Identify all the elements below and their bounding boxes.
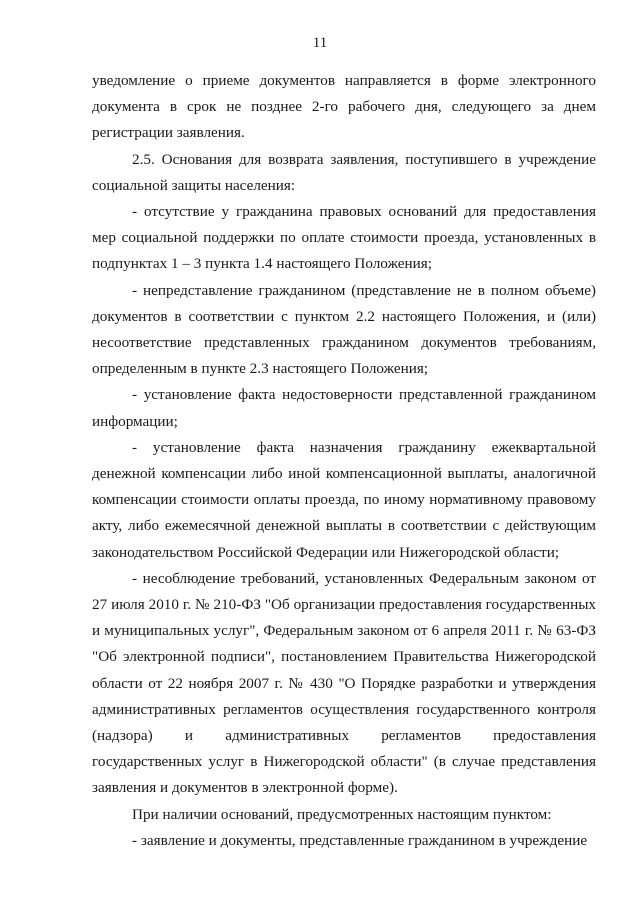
paragraph-section-2-5-heading: 2.5. Основания для возврата заявления, поступившего в учреждение социальной защиты населения: [92,150,596,194]
paragraph-ground-duplicate-compensation: - установление факта назначения гражданину ежеквартальной денежной компенсации либо иной компенсационной выплаты, аналогичной компенсации стоимости оплаты проезда, по иному нормативному правовому акту, либо ежемесячной денежной выплаты в соответствии с действующим законодательством Российской Федерации или Нижегородской области; [92,438,596,561]
paragraph-if-grounds-exist: При наличии оснований, предусмотренных настоящим пунктом: [132,805,552,823]
document-body [92,68,596,854]
paragraph-documents-returned: - заявление и документы, представленные гражданином в учреждение [132,831,588,849]
paragraph-ground-documents-missing: - непредставление гражданином (представление не в полном объеме) документов в соответствии с пунктом 2.2 настоящего Положения, и (или) несоответствие представленных гражданином документов требованиям, определенным в пункте 2.3 настоящего Положения; [92,281,596,378]
paragraph-ground-requirements-violation: - несоблюдение требований, установленных Федеральным законом от 27 июля 2010 г. № 210-ФЗ "Об организации предоставления государственных и муниципальных услуг", Федеральным законом от 6 апреля 2011 г. № 63-ФЗ "Об электронной подписи", постановлением Правительства Нижегородской области от 22 ноября 2007 г. № 430 "О Порядке разработки и утверждения административных регламентов осуществления государственного контроля (надзора) и административных регламентов предоставления государственных услуг в Нижегородской области" (в случае представления заявления и документов в электронной форме). [92,569,596,797]
paragraph-notification-continuation: уведомление о приеме документов направляется в форме электронного документа в срок не позднее 2-го рабочего дня, следующего за днем регистрации заявления. [92,72,596,142]
paragraph-ground-false-information: - установление факта недостоверности представленной гражданином информации; [92,386,596,430]
paragraph-ground-no-legal-basis: - отсутствие у гражданина правовых оснований для предоставления мер социальной поддержки по оплате стоимости проезда, установленных в подпунктах 1 – 3 пункта 1.4 настоящего Положения; [92,203,596,273]
page-number: 11 [312,35,328,51]
